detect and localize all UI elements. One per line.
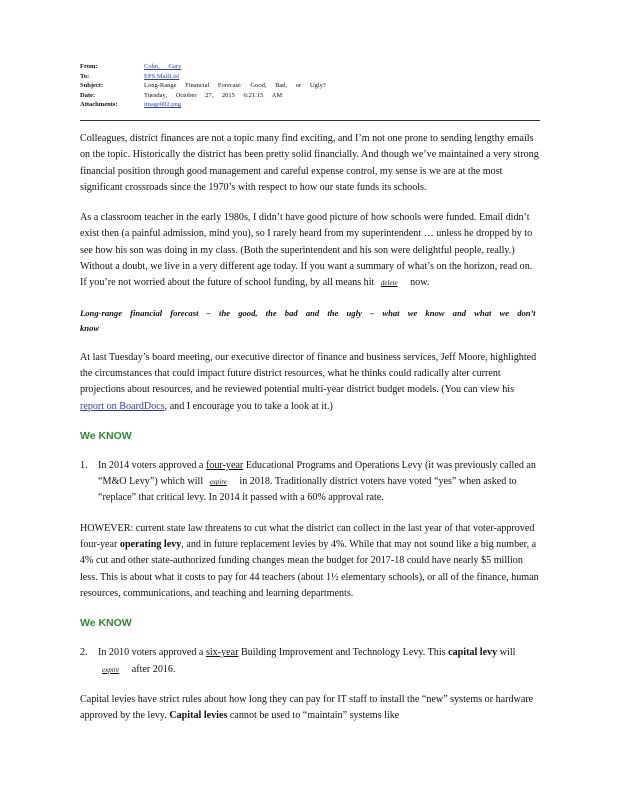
operating-levy-bold: operating levy xyxy=(119,539,182,551)
item2-text-a: In 2010 voters approved a xyxy=(98,647,204,659)
to-value[interactable]: EPS MailList xyxy=(144,72,180,80)
subject-label: Subject: xyxy=(80,82,104,90)
date-label: Date: xyxy=(80,91,96,99)
attachments-row xyxy=(80,100,540,110)
list-text-1 xyxy=(98,458,540,507)
paragraph-classroom xyxy=(80,210,540,291)
list-text-2 xyxy=(98,645,540,678)
subject-row xyxy=(80,81,540,91)
delete-word: delete xyxy=(380,279,398,288)
we-know-heading-2: We KNOW xyxy=(80,617,132,630)
item1-text-b: Educational Programs and Operations Levy (it was previously called an “M&O Levy”) which will xyxy=(98,459,536,488)
we-know-heading-1: We KNOW xyxy=(80,429,132,442)
capital-text-b: cannot be used to “maintain” systems like xyxy=(229,710,400,722)
date-row xyxy=(80,91,540,101)
item2-text-d: after 2016. xyxy=(131,663,176,675)
six-year-word: six-year xyxy=(205,647,239,659)
header-divider xyxy=(80,120,540,121)
from-label: From: xyxy=(80,63,98,70)
list-item-2 xyxy=(80,645,540,678)
section-subheading: Long-range financial forecast – the good, the bad and the ugly – what we know and what we don’t know xyxy=(80,307,536,333)
however-text-a: HOWEVER: current state law threatens to cut what the district can collect in the last year of that voter-approved four-year xyxy=(80,522,535,551)
from-value[interactable]: Cohn, Gary xyxy=(144,63,182,70)
paragraph-classroom-text: As a classroom teacher in the early 1980s, I didn’t have good picture of how schools were funded. Email didn’t exist then (a painful admission, mind you), so I rarely heard from my superintendent … unless he dropped by to see how his son was doing in my class. (Both the superintendent and his son were delightful people, really.) Without a doubt, we live in a very different age today. If you want a summary of what’s on the horizon, read on. If you’re not worried about the future of school funding, by all means hit xyxy=(80,212,533,289)
paragraph-capital-levies xyxy=(80,692,540,725)
however-text-b: , and in future replacement levies by 4%. While that may not sound like a big number, a 4% cut and other state-authorized funding changes mean the budget for 2017-18 could have nearly $5 million less. This is about what it costs to pay for 44 teachers (about 1½ elementary schools), or all of the finance, human resources, communications, and teaching and learning departments. xyxy=(80,539,539,599)
capital-levies-bold: Capital levies xyxy=(169,710,228,722)
attachments-label: Attachments: xyxy=(80,101,118,109)
item2-text-c: will xyxy=(499,647,516,659)
capital-levy-bold: capital levy xyxy=(448,647,498,659)
attachment-link[interactable]: image002.png xyxy=(144,101,182,109)
list-number-2: 2. xyxy=(80,647,88,659)
paragraph-however xyxy=(80,521,540,602)
list-number-1: 1. xyxy=(80,459,88,471)
email-header xyxy=(80,62,540,110)
boarddocs-report-link[interactable]: report on BoardDocs xyxy=(80,400,165,412)
date-value: Tuesday, October 27, 2015 6:21:15 AM xyxy=(144,91,283,99)
to-row xyxy=(80,72,540,82)
item1-text-a: In 2014 voters approved a xyxy=(98,459,204,471)
email-body xyxy=(80,131,540,738)
paragraph-classroom-tail: now. xyxy=(410,277,430,289)
list-item-1 xyxy=(80,458,540,507)
item2-text-b: Building Improvement and Technology Levy. This xyxy=(240,647,446,659)
capital-text-a: Capital levies have strict rules about how long they can pay for IT staff to install the “new” systems or hardware approved by the levy. xyxy=(80,693,534,722)
paragraph-board-meeting xyxy=(80,350,540,415)
item1-text-c: in 2018. Traditionally district voters have voted “yes” when asked to “replace” that critical levy. In 2014 it passed with a 60% approval rate. xyxy=(98,476,517,504)
paragraph-board-tail: , and I encourage you to take a look at it.) xyxy=(164,400,333,412)
four-year-word: four-year xyxy=(205,459,244,471)
to-label: To: xyxy=(80,72,90,80)
paragraph-intro: Colleagues, district finances are not a topic many find exciting, and I’m not one prone to sending lengthy emails on the topic. Historically the district has been pretty solid financially. And though we’ve maintained a very strong financial position through good management and careful expense control, my sense is we are at the most significant crossroads since the 1970’s with respect to how our state funds its schools. xyxy=(80,133,539,193)
from-row xyxy=(80,62,540,72)
subject-value: Long-Range Financial Forecast: Good, Bad, or Ugly? xyxy=(144,82,326,90)
expire-word-2: expire xyxy=(102,665,120,674)
paragraph-board-text: At last Tuesday’s board meeting, our executive director of finance and business services, Jeff Moore, highlighted the circumstances that could impact future district resources, what he thinks could radically alter current projections about resources, and he reviewed potential multi-year district budget models. (You can view his xyxy=(80,351,537,396)
expire-word-1: expire xyxy=(209,478,227,487)
